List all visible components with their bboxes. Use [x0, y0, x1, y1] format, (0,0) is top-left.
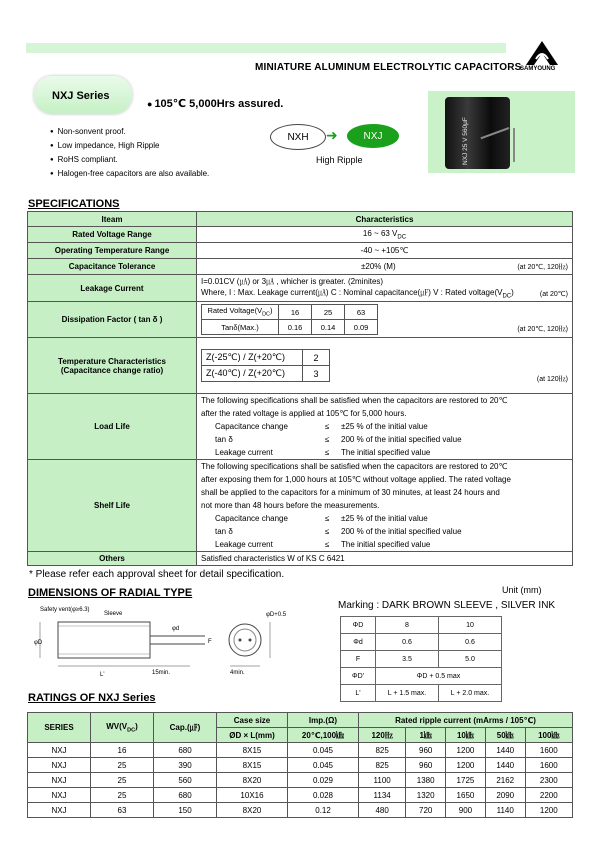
table-row: NXJ 25 390 8X15 0.045 825 960 1200 1440 1600: [28, 758, 573, 773]
spec-value: -40 ~ +105℃: [197, 243, 573, 259]
series-from: NXH: [270, 124, 326, 150]
drawing-label: F: [208, 639, 212, 645]
table-row: NXJ 16 680 8X15 0.045 825 960 1200 1440 1600: [28, 743, 573, 758]
feature-item: ● Low impedance, High Ripple: [50, 139, 209, 153]
dissipation-table: Rated $Voltage(V_{DC})$ 16 25 63 Tanδ(Max.) 0.16 0.14 0.09: [201, 304, 378, 335]
spec-label: Dissipation Factor ( tan δ ): [28, 302, 197, 338]
spec-value: The following specifications shall be satisfied when the capacitors are restored to 20℃ after exposing them for 1,000 hours at 105℃ without voltage applied. The rated voltage shall be applied to the capacitors for a minimum of 30 minutes, at least 24 hours and not more than 48 hours before the measurements. Capacitance change ≤ ±25 % of the initial value tan δ ≤ 200 % of the initial specified value Leakage current ≤ The initial specified value: [197, 460, 573, 552]
series-name: NXJ Series: [52, 90, 110, 102]
spec-col-characteristics: Characteristics: [197, 212, 573, 227]
marking-label: Marking : DARK BROWN SLEEVE , SILVER INK: [338, 600, 556, 611]
capacitor-lead: [513, 128, 515, 162]
feature-item: ● Halogen-free capacitors are also available.: [50, 167, 209, 181]
col-header: Rated ripple current (mArms / 105℃): [359, 713, 573, 728]
brand-name: SAMYOUNG: [520, 66, 556, 72]
col-header: 120㎐: [359, 728, 406, 743]
feature-item: ● Non-sonvent proof.: [50, 125, 209, 139]
drawing-label: L': [100, 672, 105, 678]
spec-value: 16 ~ 63 $V_{DC}$: [197, 227, 573, 243]
col-header: 20℃,100㎑: [288, 728, 359, 743]
col-header: Imp.(Ω): [288, 713, 359, 728]
capacitor-image: [445, 97, 510, 169]
col-header: 50㎑: [485, 728, 525, 743]
col-header: 1㎑: [406, 728, 446, 743]
footnote: * Please refer each approval sheet for detail specification.: [29, 569, 285, 580]
dimension-table: ΦD 8 10 Φd 0.6 0.6 F 3.5 5.0 ΦD' ΦD + 0.5 max L' L + 1.5 max. L + 2.0 max.: [340, 616, 502, 702]
specifications-table: [27, 211, 573, 566]
drawing-label: Safety vent(φ≥6.3): [40, 607, 90, 613]
feature-list: [50, 125, 209, 181]
spec-label: Others: [28, 552, 197, 566]
col-header: 10㎑: [446, 728, 486, 743]
spec-label: Rated Voltage Range: [28, 227, 197, 243]
radial-dimension-drawing: [30, 602, 287, 682]
drawing-label: 4min.: [230, 670, 245, 676]
spec-value: Z(-25℃) / Z(+20℃) 2 Z(-40℃) / Z(+20℃) 3 (at 120㎐): [197, 338, 573, 394]
drawing-label: φD: [34, 640, 43, 646]
relation-label: High Ripple: [316, 155, 363, 165]
spec-label: Operating Temperature Range: [28, 243, 197, 259]
samyoung-logo-icon: [522, 39, 562, 79]
drawing-label: φd: [172, 626, 180, 632]
col-header: $WV(V_{DC})$: [91, 713, 154, 743]
ratings-heading: RATINGS OF NXJ Series: [28, 692, 156, 704]
series-assured: ● 105℃ 5,000Hrs assured.: [147, 98, 284, 110]
specifications-heading: SPECIFICATIONS: [28, 198, 120, 210]
drawing-label: 15min.: [152, 670, 171, 676]
spec-value: ±20% (M) (at 20℃, 120㎐): [197, 259, 573, 275]
col-header: ØD × L(mm): [217, 728, 288, 743]
arrow-right-icon: ➜: [326, 127, 338, 143]
spec-value: Satisfied characteristics W of KS C 6421: [197, 552, 573, 566]
spec-label: Shelf Life: [28, 460, 197, 552]
spec-label: Temperature Characteristics (Capacitance change ratio): [28, 338, 197, 394]
col-header: Case size: [217, 713, 288, 728]
dimensions-heading: DIMENSIONS OF RADIAL TYPE: [28, 587, 193, 599]
series-to: NXJ: [347, 124, 399, 148]
spec-value: I=0.01CV (㎂) or 3㎂ , whicher is greater. (2minites) Where, I : Max. Leakage current(㎂) C : Nominal capacitance(㎌) V : Rated $voltage(V_{DC})$ (at 20℃): [197, 275, 573, 302]
header-bar: [26, 43, 506, 53]
spec-value: The following specifications shall be satisfied when the capacitors are restored to 20℃ after the rated voltage is applied at 105℃ for 5,000 hours. Capacitance change ≤ ±25 % of the initial value tan δ ≤ 200 % of the initial specified value Leakage current ≤ The initial specified value: [197, 394, 573, 460]
spec-label: Capacitance Tolerance: [28, 259, 197, 275]
spec-col-item: Iteam: [28, 212, 197, 227]
page-title: MINIATURE ALUMINUM ELECTROLYTIC CAPACITORS: [255, 62, 522, 73]
unit-label: Unit (mm): [502, 585, 542, 595]
col-header: Cap.(㎌): [154, 713, 217, 743]
table-row: NXJ 63 150 8X20 0.12 480 720 900 1140 1200: [28, 803, 573, 818]
feature-item: ● RoHS compliant.: [50, 153, 209, 167]
spec-label: Leakage Current: [28, 275, 197, 302]
capacitor-print: NXJ 25 V 560μF: [462, 117, 469, 165]
spec-label: Load Life: [28, 394, 197, 460]
spec-value: Rated $Voltage(V_{DC})$ 16 25 63 Tanδ(Max.) 0.16 0.14 0.09 (at 20℃, 120㎐): [197, 302, 573, 338]
table-row: NXJ 25 560 8X20 0.029 1100 1380 1725 2162 2300: [28, 773, 573, 788]
col-header: SERIES: [28, 713, 91, 743]
ratings-table: [27, 712, 573, 818]
table-row: NXJ 25 680 10X16 0.028 1134 1320 1650 2090 2200: [28, 788, 573, 803]
bullet-icon: ●: [147, 99, 153, 109]
col-header: 100㎑: [525, 728, 572, 743]
temperature-table: Z(-25℃) / Z(+20℃) 2 Z(-40℃) / Z(+20℃) 3: [201, 349, 330, 382]
drawing-label: Sleeve: [104, 611, 123, 617]
drawing-label: φD+0.5: [266, 612, 287, 618]
